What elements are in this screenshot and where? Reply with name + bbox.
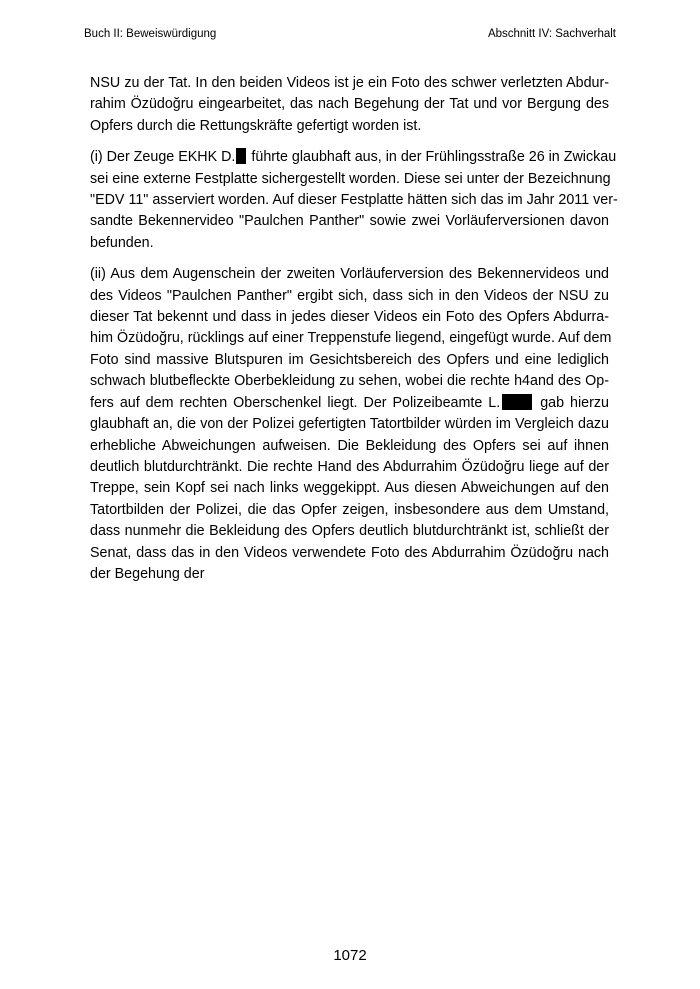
text-line	[90, 393, 609, 414]
text-line: rahim Özüdoğru eingearbeitet, das nach Begehung der Tat und vor Bergung des	[90, 96, 609, 113]
text-line: Opfers durch die Rettungskräfte gefertigt worden ist.	[90, 117, 422, 134]
text-line: dass nunmehr die Bekleidung des Opfers deutlich blutdurchtränkt ist, schließt der	[90, 523, 609, 540]
header-section-title: Abschnitt IV: Sachverhalt	[487, 28, 616, 40]
text-segment: fers auf dem rechten Oberschenkel liegt. Der Polizeibeamte L.	[90, 394, 501, 411]
text-line: deutlich blutdurchtränkt. Die rechte Hand des Abdurrahim Özüdoğru liege auf der	[90, 458, 609, 475]
page-number: 1072	[333, 947, 367, 964]
header-book-title: Buch II: Beweiswürdigung	[84, 28, 217, 40]
text-segment: gab hierzu	[540, 394, 609, 411]
text-line: NSU zu der Tat. In den beiden Videos ist je ein Foto des schwer verletzten Abdur-	[90, 75, 609, 91]
text-line: Senat, dass das in den Videos verwendete Foto des Abdurrahim Özüdoğru nach	[90, 544, 609, 561]
text-line: "EDV 11" asserviert worden. Auf dieser Festplatte hätten sich das im Jahr 2011 ver-	[90, 192, 618, 209]
body-text	[90, 73, 618, 595]
text-line: Tatortbilden der Polizei, die das Opfer zeigen, insbesondere aus dem Umstand,	[90, 501, 609, 518]
text-line: (ii) Aus dem Augenschein der zweiten Vorläuferversion des Bekennervideos und	[90, 266, 609, 283]
text-segment: führte glaubhaft aus, in der Frühlingsstraße 26 in Zwickau	[251, 149, 617, 166]
text-line: des Videos "Paulchen Panther" ergibt sich, dass sich in den Videos der NSU zu	[90, 287, 609, 304]
text-line: sandte Bekennervideo "Paulchen Panther" sowie zwei Vorläuferversionen davon	[90, 213, 609, 230]
text-line: dieser Tat bekennt und dass in jedes dieser Videos ein Foto des Opfers Abdurra-	[90, 309, 609, 326]
redaction-box	[236, 148, 246, 164]
text-line: sei eine externe Festplatte sichergestellt worden. Diese sei unter der Bezeichnung	[90, 170, 611, 187]
running-header	[84, 26, 616, 42]
text-line: befunden.	[90, 234, 154, 251]
text-line: him Özüdoğru, rücklings auf einer Treppenstufe liegend, eingefügt wurde. Auf dem	[90, 330, 612, 347]
paragraph-3	[90, 264, 612, 585]
text-line: Foto sind massive Blutspuren im Gesichtsbereich des Opfers und eine lediglich	[90, 351, 609, 368]
redaction-box	[502, 394, 532, 410]
text-line: schwach blutbefleckte Oberbekleidung zu sehen, wobei die rechte h4and des Op-	[90, 373, 609, 390]
text-line: der Begehung der	[90, 565, 205, 582]
paragraph-2	[90, 147, 618, 254]
text-line: erhebliche Abweichungen aufweisen. Die Bekleidung des Opfers sei auf ihnen	[90, 437, 609, 454]
text-line	[90, 147, 617, 168]
text-segment: (i) Der Zeuge EKHK D.	[90, 149, 236, 166]
paragraph-1	[90, 73, 609, 137]
text-line: glaubhaft an, die von der Polizei gefertigten Tatortbilder würden im Vergleich dazu	[90, 416, 609, 433]
text-line: Treppe, sein Kopf sei nach links weggekippt. Aus diesen Abweichungen auf den	[90, 480, 609, 497]
